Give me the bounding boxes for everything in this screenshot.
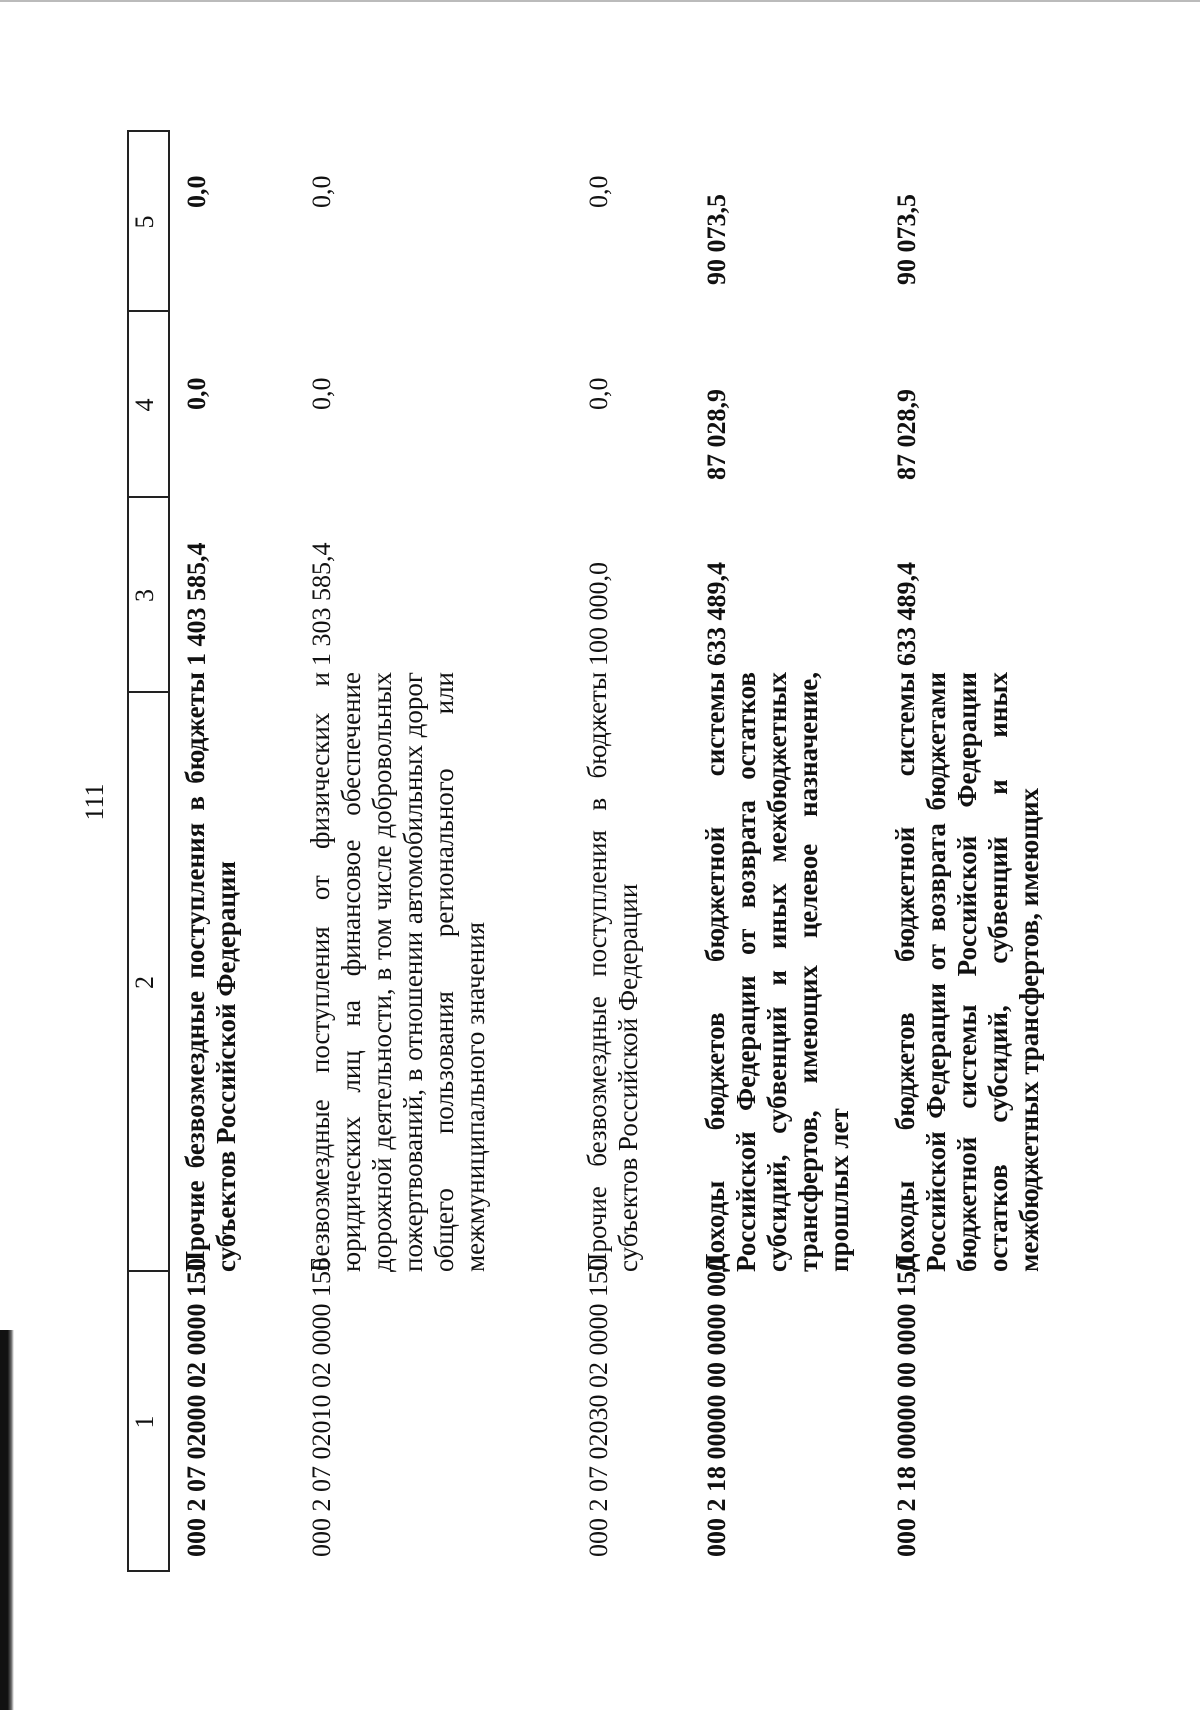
row-3-col5: 0,0: [584, 175, 613, 208]
row-2-col5: 0,0: [307, 175, 336, 208]
row-4-col3: 633 489,4: [702, 562, 731, 666]
row-1-name: Прочие безвозмездные поступления в бюджеты субъектов Российской Федерации: [180, 672, 241, 1272]
header-col-3: 3: [130, 589, 159, 602]
row-5-code: 000 2 18 00000 00 0000 150: [892, 1258, 921, 1557]
row-2-name: Безвозмездные поступления от физических и юридических лиц на финансовое обеспечение дорожной деятельности, в том числе добровольных пожертвований, в отношении автомобильных дорог общего пользования регионального или межмуниципального значения: [305, 672, 490, 1272]
header-col-4: 4: [130, 398, 159, 412]
row-2-col4: 0,0: [307, 377, 336, 410]
page-number: 111: [80, 783, 109, 821]
row-3-col3: 100 000,0: [584, 562, 613, 666]
row-4-name: Доходы бюджетов бюджетной системы Российской Федерации от возврата остатков субсидий, субвенций и иных межбюджетных трансфертов, имеющих целевое назначение, прошлых лет: [700, 672, 854, 1272]
row-3-col4: 0,0: [584, 377, 613, 410]
row-1-col5: 0,0: [182, 175, 211, 208]
header-col-2: 2: [130, 976, 159, 989]
header-bottom-border: [168, 130, 170, 1572]
row-1-col4: 0,0: [182, 377, 211, 410]
row-1-code: 000 2 07 02000 02 0000 150: [182, 1258, 211, 1557]
row-5-col3: 633 489,4: [892, 562, 921, 666]
row-2-col3: 1 303 585,4: [307, 542, 336, 666]
row-4-col5: 90 073,5: [702, 194, 731, 285]
row-4-col4: 87 028,9: [702, 389, 731, 480]
row-4-code: 000 2 18 00000 00 0000 000: [702, 1258, 731, 1557]
row-2-code: 000 2 07 02010 02 0000 150: [307, 1258, 336, 1557]
row-5-col5: 90 073,5: [892, 194, 921, 285]
table-top-border: [127, 130, 129, 1572]
row-3-name: Прочие безвозмездные поступления в бюджеты субъектов Российской Федерации: [582, 672, 643, 1272]
row-5-col4: 87 028,9: [892, 389, 921, 480]
row-5-name: Доходы бюджетов бюджетной системы Российской Федерации от возврата бюджетами бюджетной системы Российской Федерации остатков субсидий, субвенций и иных межбюджетных трансфертов, имеющих: [890, 672, 1044, 1272]
header-col-1: 1: [130, 1415, 159, 1429]
header-col-5: 5: [130, 215, 159, 229]
row-3-code: 000 2 07 02030 02 0000 150: [584, 1258, 613, 1557]
row-1-col3: 1 403 585,4: [182, 542, 211, 666]
